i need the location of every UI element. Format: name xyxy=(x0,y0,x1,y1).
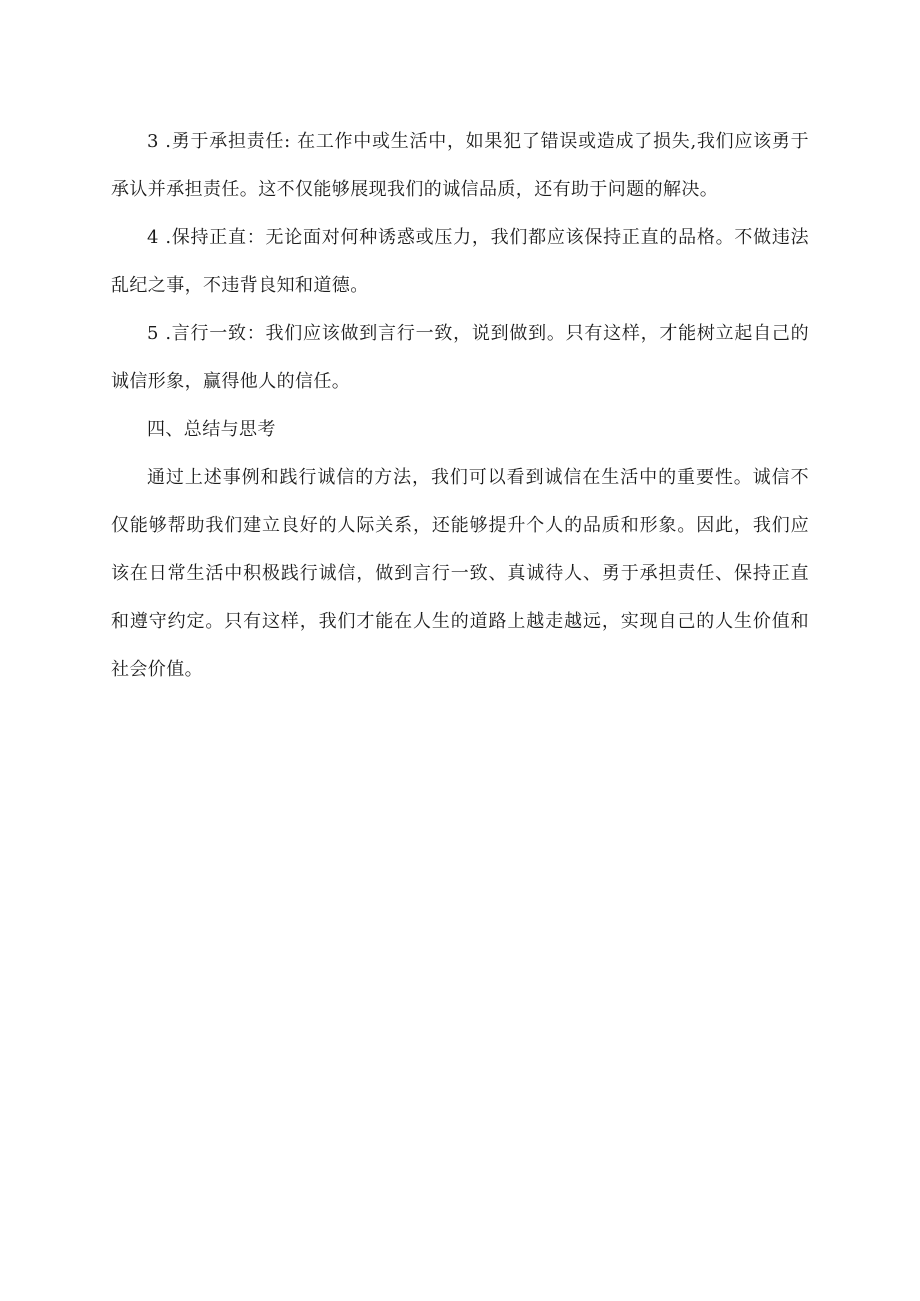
paragraph-words-match-deeds: 5 .言行一致：我们应该做到言行一致，说到做到。只有这样，才能树立起自己的诚信形象，赢得他人的信任。 xyxy=(111,323,809,392)
paragraph-take-responsibility: 3 .勇于承担责任: 在工作中或生活中，如果犯了错误或造成了损失,我们应该勇于承认并承担责任。这不仅能够展现我们的诚信品质，还有助于问题的解决。 xyxy=(111,131,809,200)
document-body xyxy=(111,118,809,694)
paragraph-stay-upright: 4 .保持正直：无论面对何种诱惑或压力，我们都应该保持正直的品格。不做违法乱纪之事，不违背良知和道德。 xyxy=(111,227,809,296)
section-heading-summary: 四、总结与思考 xyxy=(147,419,276,440)
paragraph-conclusion: 通过上述事例和践行诚信的方法，我们可以看到诚信在生活中的重要性。诚信不仅能够帮助我们建立良好的人际关系，还能够提升个人的品质和形象。因此，我们应该在日常生活中积极践行诚信，做到言行一致、真诚待人、勇于承担责任、保持正直和遵守约定。只有这样，我们才能在人生的道路上越走越远，实现自己的人生价值和社会价值。 xyxy=(111,467,809,680)
